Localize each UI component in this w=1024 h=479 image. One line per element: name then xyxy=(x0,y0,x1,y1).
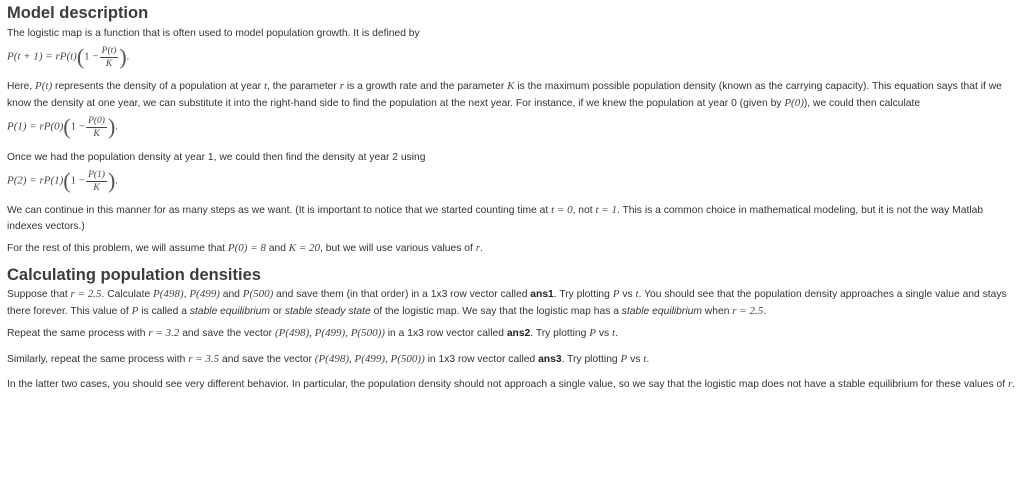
equation-P1 xyxy=(7,114,1017,148)
eq2-denominator: K xyxy=(93,128,100,139)
text-span: We can continue in this manner for as many steps as we want. (It is important to notice that we started counting time at xyxy=(7,205,552,216)
intro-paragraph: The logistic map is a function that is often used to model population growth. It is defined by xyxy=(7,28,420,39)
paragraph-r-2-5 xyxy=(7,286,1017,320)
text-span: . Try plotting xyxy=(530,328,590,339)
text-span: . xyxy=(646,354,650,365)
text-span: . xyxy=(480,243,483,254)
text-span: and xyxy=(219,289,243,300)
eq3-numerator: P(1) xyxy=(88,169,105,180)
text-span: Repeat the same process with xyxy=(7,328,149,339)
term-stable-steady-state: stable steady state xyxy=(284,306,371,317)
math-t: t xyxy=(635,288,639,300)
term-stable-equilibrium: stable equilibrium xyxy=(189,306,270,317)
text-span: of the logistic map. We say that the logistic map has a xyxy=(370,306,622,317)
eq2-end: . xyxy=(115,120,119,133)
text-span: . Try plotting xyxy=(553,289,613,300)
text-span: . Try plotting xyxy=(561,354,621,365)
text-span: . xyxy=(1012,379,1016,390)
math-r-3-2: r = 3.2 xyxy=(148,327,180,339)
text-span: In the latter two cases, you should see very different behavior. In particular, the population density should not approach a single value, so we say that the logistic map does not have a stable equilibrium for these values of xyxy=(7,379,1008,390)
text-span: , not xyxy=(572,205,596,216)
paragraph-year2: Once we had the population density at year 1, we could then find the density at year 2 using xyxy=(7,152,426,163)
math-P: P xyxy=(620,353,628,365)
eq3-close-paren: ) xyxy=(107,168,116,193)
text-span: , the parameter xyxy=(267,81,340,92)
math-P: P xyxy=(589,327,596,339)
math-P498: P(498) xyxy=(153,288,184,300)
document-page xyxy=(7,0,1017,393)
text-span: vs xyxy=(627,354,644,365)
eq3-end: . xyxy=(115,174,119,187)
text-span: represents the density of a population at year xyxy=(52,81,264,92)
text-span: is the maximum possible population density (known as the carrying capacity). This equation says that if we know the density at one year, we can substitute it into the right-hand side to find the population at the next year. For instance, if we knew the population at year 0 (given by xyxy=(7,81,1002,109)
eq1-lhs: P(t + 1) = rP(t) xyxy=(7,50,77,63)
math-r: r xyxy=(339,80,344,92)
math-t: t xyxy=(612,327,616,339)
text-span: Similarly, repeat the same process with xyxy=(7,354,189,365)
math-K-equals-20: K = 20 xyxy=(288,242,321,254)
math-K: K xyxy=(507,80,515,92)
math-P-t: P(t) xyxy=(35,80,53,92)
math-P499: P(499) xyxy=(189,288,220,300)
math-t: t xyxy=(263,80,268,92)
var-ans2: ans2 xyxy=(506,328,531,339)
term-stable-equilibrium: stable equilibrium xyxy=(621,306,702,317)
paragraph-continue xyxy=(7,202,1017,235)
eq1-open-paren: ( xyxy=(76,44,85,69)
math-r: r xyxy=(475,242,480,254)
eq2-open-paren: ( xyxy=(63,114,71,139)
math-t: t xyxy=(643,353,647,365)
eq1-end: . xyxy=(126,50,130,63)
text-span: vs xyxy=(595,328,613,339)
text-span: . You should see that the population density approaches a single value and stays there forever. This value of xyxy=(7,289,1007,317)
eq2-fraction xyxy=(86,115,107,140)
math-P: P xyxy=(612,288,620,300)
text-span: . Calculate xyxy=(101,289,154,300)
eq3-lhs: P(2) = rP(1) xyxy=(7,174,64,187)
paragraph-r-3-5 xyxy=(7,351,1017,368)
var-ans3: ans3 xyxy=(538,354,562,365)
eq1-fraction xyxy=(100,45,119,70)
text-span: Suppose that xyxy=(7,289,71,300)
text-span: , xyxy=(183,289,190,300)
text-span: is a growth rate and the parameter xyxy=(343,81,508,92)
math-P500: P(500) xyxy=(242,288,274,300)
math-P-0: P(0) xyxy=(784,97,804,109)
math-r-3-5: r = 3.5 xyxy=(188,353,220,365)
text-span: and save the vector xyxy=(179,328,275,339)
eq1-denominator: K xyxy=(105,58,113,69)
text-span: For the rest of this problem, we will assume that xyxy=(7,243,228,254)
text-span: or xyxy=(269,306,285,317)
math-r-2-5: r = 2.5 xyxy=(70,288,102,300)
text-span: vs xyxy=(619,289,636,300)
paragraph-r-3-2 xyxy=(7,325,1017,342)
text-span: in a 1x3 row vector called xyxy=(384,328,507,339)
var-ans1: ans1 xyxy=(530,289,554,300)
text-span: and save them (in that order) in a 1x3 row vector called xyxy=(273,289,531,300)
text-span: , but we will use various values of xyxy=(320,243,476,254)
eq2-one-minus: 1 − xyxy=(70,120,86,133)
eq1-numerator: P(t) xyxy=(101,45,117,56)
eq1-one-minus: 1 − xyxy=(84,50,99,63)
math-t-equals-1: t = 1 xyxy=(595,204,617,216)
paragraph-assumptions xyxy=(7,240,1017,257)
eq3-fraction xyxy=(86,169,107,194)
math-r: r xyxy=(1007,378,1013,390)
text-span: Here, xyxy=(7,81,36,92)
math-t-equals-0: t = 0 xyxy=(551,204,573,216)
eq3-denominator: K xyxy=(93,182,100,193)
text-span: and xyxy=(265,243,289,254)
text-span: . xyxy=(763,306,767,317)
paragraph-latter-cases xyxy=(7,376,1017,393)
math-vector: (P(498), P(499), P(500)) xyxy=(314,353,425,365)
equation-P2 xyxy=(7,168,1017,202)
text-span: is called a xyxy=(138,306,190,317)
text-span: ), we could then calculate xyxy=(803,98,921,109)
math-P0-equals-8: P(0) = 8 xyxy=(227,242,266,254)
section-heading-calculating: Calculating population densities xyxy=(7,266,261,284)
text-span: and save the vector xyxy=(219,354,315,365)
text-span: when xyxy=(701,306,733,317)
text-span: . xyxy=(615,328,618,339)
eq1-close-paren: ) xyxy=(119,44,127,69)
eq2-numerator: P(0) xyxy=(88,115,105,126)
paragraph-definitions xyxy=(7,78,1017,112)
math-vector: (P(498), P(499), P(500)) xyxy=(274,327,385,339)
eq2-close-paren: ) xyxy=(107,114,116,139)
equation-logistic-map xyxy=(7,44,1017,78)
text-span: in 1x3 row vector called xyxy=(424,354,539,365)
math-r-2-5: r = 2.5 xyxy=(732,305,764,317)
math-P: P xyxy=(131,305,139,317)
text-span: . This is a common choice in mathematical modeling, but it is not the way Matlab indexes vectors.) xyxy=(7,205,984,232)
eq3-open-paren: ( xyxy=(63,168,71,193)
section-heading-model-description: Model description xyxy=(7,4,149,22)
eq2-lhs: P(1) = rP(0) xyxy=(7,120,64,133)
eq3-one-minus: 1 − xyxy=(70,174,86,187)
